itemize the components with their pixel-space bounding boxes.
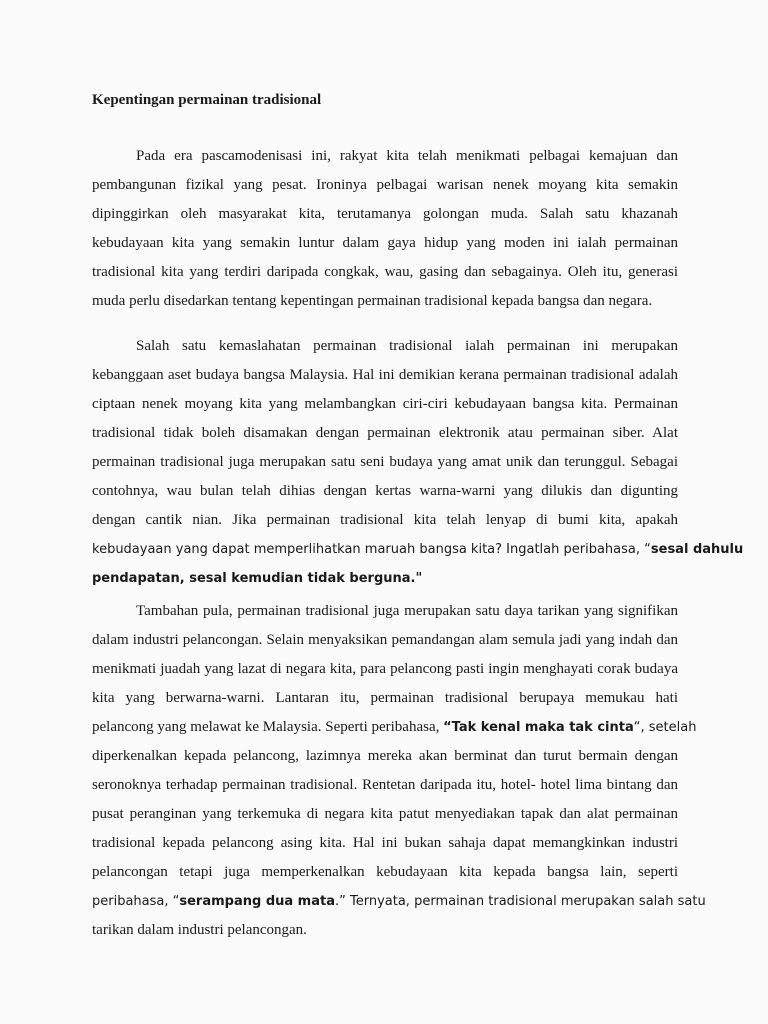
- text-line: muda perlu disedarkan tentang kepentingan permainan tradisional kepada bangsa dan negara.: [92, 293, 653, 309]
- proverb-bold: serampang dua mata: [179, 894, 335, 909]
- text-line: kita yang berwarna-warni. Lantaran itu, permainan tradisional berupaya memukau hati: [92, 690, 678, 706]
- text-line: pembangunan fizikal yang pesat. Ironinya pelbagai warisan nenek moyang kita semakin: [92, 177, 678, 193]
- text-segment: .” Ternyata, permainan tradisional merupakan salah satu: [335, 894, 706, 909]
- text-line: tradisional kepada pelancong asing kita. Hal ini bukan sahaja dapat memangkinkan industri: [92, 835, 678, 851]
- text-segment: kebudayaan yang dapat memperlihatkan maruah bangsa kita? Ingatlah peribahasa, “: [92, 542, 651, 557]
- text-line: dengan cantik nian. Jika permainan tradisional kita telah lenyap di bumi kita, apakah: [92, 512, 678, 528]
- text-line: Tambahan pula, permainan tradisional juga merupakan satu daya tarikan yang signifikan: [136, 603, 678, 619]
- text-line: [92, 568, 678, 597]
- text-line: ciptaan nenek moyang kita yang melambangkan ciri-ciri kebudayaan bangsa kita. Permainan: [92, 396, 678, 412]
- paragraph-1: [92, 146, 678, 320]
- text-segment: pelancong yang melawat ke Malaysia. Seperti peribahasa,: [92, 719, 444, 735]
- text-line: Pada era pascamodenisasi ini, rakyat kita telah menikmati pelbagai kemajuan dan: [136, 148, 678, 164]
- text-line: diperkenalkan kepada pelancong, lazimnya mereka akan berminat dan turut bermain dengan: [92, 748, 678, 764]
- text-line: pusat peranginan yang terkemuka di negara kita patut menyediakan tapak dan alat permainan: [92, 806, 678, 822]
- proverb-bold: “Tak kenal maka tak cinta: [443, 720, 634, 735]
- text-line: tradisional kita yang terdiri daripada congkak, wau, gasing dan sebagainya. Oleh itu, generasi: [92, 264, 678, 280]
- text-line: tarikan dalam industri pelancongan.: [92, 922, 307, 938]
- text-line: permainan tradisional juga merupakan satu seni budaya yang amat unik dan terunggul. Sebagai: [92, 454, 678, 470]
- text-line: [92, 539, 744, 568]
- text-segment: “, setelah: [633, 720, 697, 735]
- text-line: Salah satu kemaslahatan permainan tradisional ialah permainan ini merupakan: [136, 338, 678, 354]
- text-line: dipinggirkan oleh masyarakat kita, terutamanya golongan muda. Salah satu khazanah: [92, 206, 678, 222]
- text-line: tradisional tidak boleh disamakan dengan permainan elektronik atau permainan siber. Alat: [92, 425, 678, 441]
- text-line: dalam industri pelancongan. Selain menyaksikan pemandangan alam semula jadi yang indah dan: [92, 632, 678, 648]
- text-line: seronoknya terhadap permainan tradisional. Rentetan daripada itu, hotel- hotel lima bintang dan: [92, 777, 678, 793]
- text-line: menikmati juadah yang lazat di negara kita, para pelancong pasti ingin menghayati corak budaya: [92, 661, 678, 677]
- text-line: contohnya, wau bulan telah dihias dengan kertas warna-warni yang dilukis dan digunting: [92, 483, 678, 499]
- paragraph-2: [92, 336, 744, 597]
- text-line: pelancongan tetapi juga memperkenalkan kebudayaan kita kepada bangsa lain, seperti: [92, 864, 678, 880]
- paragraph-3: [92, 601, 706, 949]
- text-segment: peribahasa, “: [92, 894, 180, 909]
- proverb-bold: sesal dahulu: [650, 542, 744, 557]
- text-line: [92, 717, 697, 746]
- text-line: [92, 891, 706, 920]
- proverb-bold: pendapatan, sesal kemudian tidak berguna.": [92, 571, 423, 586]
- text-line: kebudayaan kita yang semakin luntur dalam gaya hidup yang moden ini ialah permainan: [92, 235, 678, 251]
- text-line: kebanggaan aset budaya bangsa Malaysia. Hal ini demikian kerana permainan tradisional adalah: [92, 367, 678, 383]
- document-title: Kepentingan permainan tradisional: [92, 92, 322, 108]
